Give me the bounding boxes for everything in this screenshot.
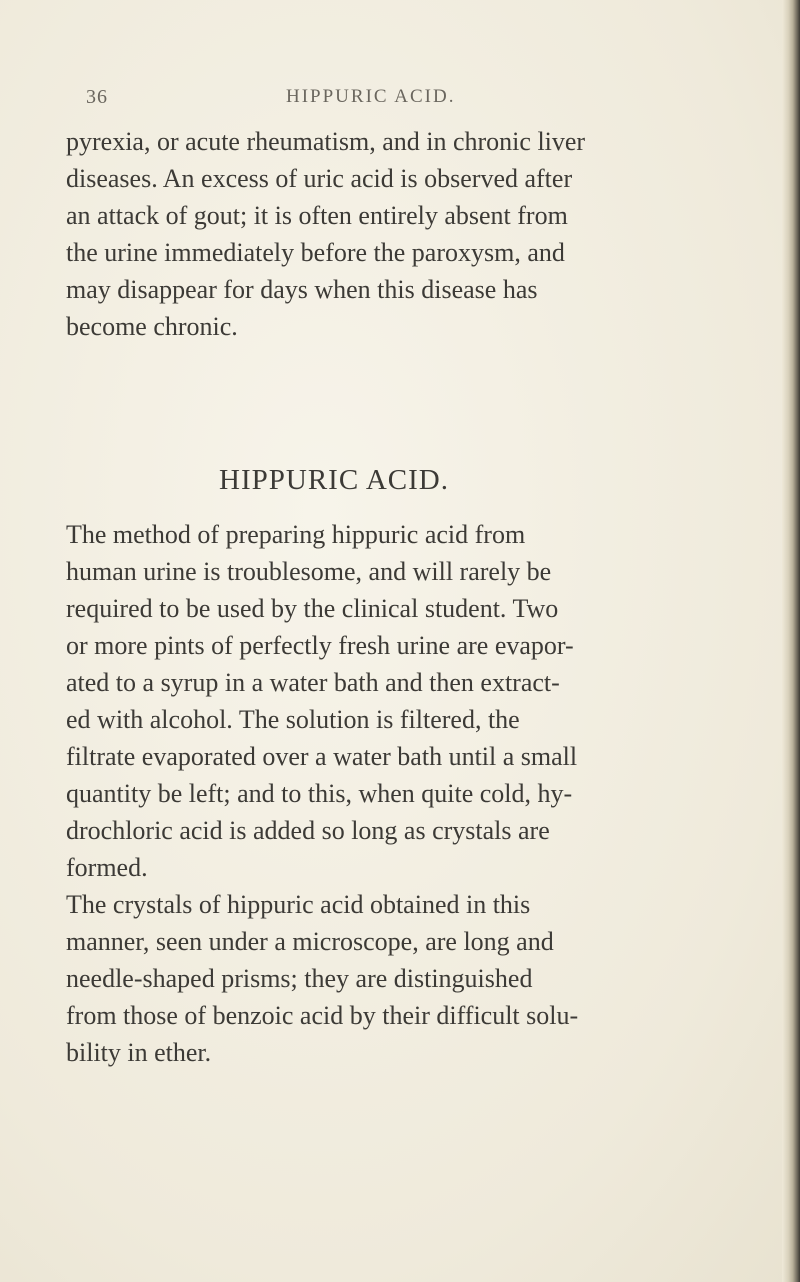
text-line: needle-shaped prisms; they are distinguished bbox=[66, 964, 533, 993]
text-line: bility in ether. bbox=[66, 1038, 212, 1067]
text-line: the urine immediately before the paroxysm, and bbox=[66, 238, 565, 267]
text-line: drochloric acid is added so long as crystals are bbox=[66, 816, 550, 845]
text-line: diseases. An excess of uric acid is observed after bbox=[66, 164, 573, 193]
page-number: 36 bbox=[86, 86, 108, 108]
text-line: become chronic. bbox=[66, 312, 238, 341]
text-line: manner, seen under a microscope, are long and bbox=[66, 927, 554, 956]
text-line: pyrexia, or acute rheumatism, and in chronic liver bbox=[66, 127, 586, 156]
text-line: required to be used by the clinical student. Two bbox=[66, 594, 559, 623]
text-line: The crystals of hippuric acid obtained in this bbox=[66, 890, 531, 919]
text-line: ed with alcohol. The solution is filtered, the bbox=[66, 705, 520, 734]
running-head-title: HIPPURIC ACID. bbox=[286, 86, 456, 107]
running-head bbox=[0, 86, 800, 116]
text-line: ated to a syrup in a water bath and then extract- bbox=[66, 668, 560, 697]
text-line: formed. bbox=[66, 853, 148, 882]
text-line: quantity be left; and to this, when quite cold, hy- bbox=[66, 779, 573, 808]
section-heading: HIPPURIC ACID. bbox=[219, 464, 449, 496]
text-line: may disappear for days when this disease has bbox=[66, 275, 538, 304]
text-line: an attack of gout; it is often entirely absent from bbox=[66, 201, 568, 230]
text-line: from those of benzoic acid by their difficult solu- bbox=[66, 1001, 579, 1030]
text-line: or more pints of perfectly fresh urine are evapor- bbox=[66, 631, 574, 660]
text-line: human urine is troublesome, and will rarely be bbox=[66, 557, 552, 586]
text-line: filtrate evaporated over a water bath until a small bbox=[66, 742, 578, 771]
book-spine-edge bbox=[782, 0, 800, 1282]
text-line: The method of preparing hippuric acid from bbox=[66, 520, 526, 549]
